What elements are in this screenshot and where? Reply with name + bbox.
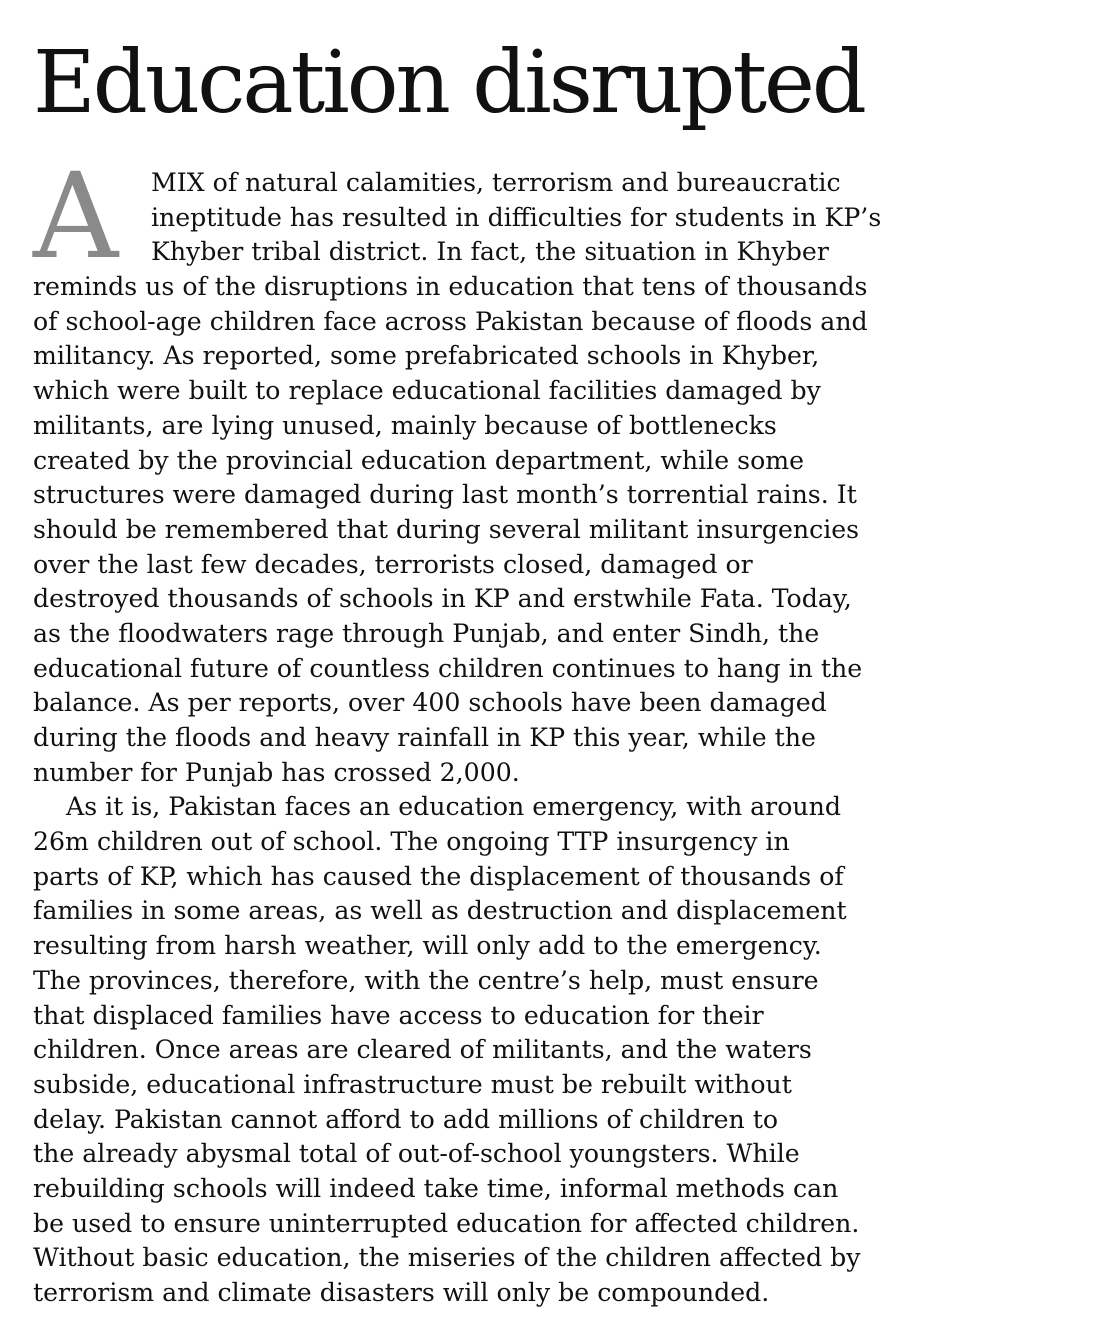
text-line: during the floods and heavy rainfall in KP this year, while the [33, 723, 816, 752]
text-line: terrorism and climate disasters will only be compounded. [33, 1278, 770, 1307]
text-line: subside, educational infrastructure must be rebuilt without [33, 1069, 792, 1099]
paragraph-1 [33, 166, 1081, 790]
text-line: The provinces, therefore, with the centre’s help, must ensure [33, 965, 819, 995]
text-line: families in some areas, as well as destruction and displacement [33, 896, 847, 926]
drop-cap: A [33, 147, 117, 285]
text-line: number for Punjab has crossed 2,000. [33, 757, 520, 787]
text-line: children. Once areas are cleared of militants, and the waters [33, 1035, 812, 1065]
text-line: should be remembered that during several militant insurgencies [33, 514, 860, 544]
text-line: resulting from harsh weather, will only add to the emergency. [33, 931, 822, 961]
text-line: 26m children out of school. The ongoing TTP insurgency in [33, 827, 790, 857]
text-line: reminds us of the disruptions in education that tens of thousands [33, 272, 868, 302]
text-line: which were built to replace educational facilities damaged by [33, 376, 821, 406]
text-line: destroyed thousands of schools in KP and erstwhile Fata. Today, [33, 584, 852, 614]
text-line: educational future of countless children continues to hang in the [33, 653, 863, 683]
text-line: parts of KP, which has caused the displacement of thousands of [33, 861, 844, 891]
text-line: militants, are lying unused, mainly because of bottlenecks [33, 410, 777, 440]
paragraph-2 [33, 790, 1081, 1310]
text-line: rebuilding schools will indeed take time, informal methods can [33, 1173, 839, 1203]
text-line: Without basic education, the miseries of the children affected by [33, 1243, 861, 1273]
text-line: balance. As per reports, over 400 schools have been damaged [33, 688, 827, 718]
text-line: as the floodwaters rage through Punjab, and enter Sindh, the [33, 618, 820, 648]
text-line: the already abysmal total of out-of-school youngsters. While [33, 1139, 800, 1169]
text-line: over the last few decades, terrorists closed, damaged or [33, 549, 753, 579]
article [33, 18, 1083, 133]
text-line: delay. Pakistan cannot afford to add millions of children to [33, 1104, 779, 1134]
text-line: MIX of natural calamities, terrorism and bureaucratic [151, 168, 841, 197]
text-line: Khyber tribal district. In fact, the situation in Khyber [151, 237, 829, 267]
text-line: As it is, Pakistan faces an education emergency, with around [66, 792, 841, 822]
text-line: created by the provincial education department, while some [33, 445, 805, 475]
text-line: be used to ensure uninterrupted education for affected children. [33, 1208, 860, 1238]
text-line: militancy. As reported, some prefabricated schools in Khyber, [33, 341, 820, 371]
article-body [33, 166, 1081, 1311]
text-line: structures were damaged during last month’s torrential rains. It [33, 480, 857, 510]
text-line: ineptitude has resulted in difficulties for students in KP’s [151, 202, 882, 232]
headline: Education disrupted [33, 33, 864, 133]
text-line: of school-age children face across Pakistan because of floods and [33, 306, 868, 336]
text-line: that displaced families have access to education for their [33, 1000, 764, 1030]
